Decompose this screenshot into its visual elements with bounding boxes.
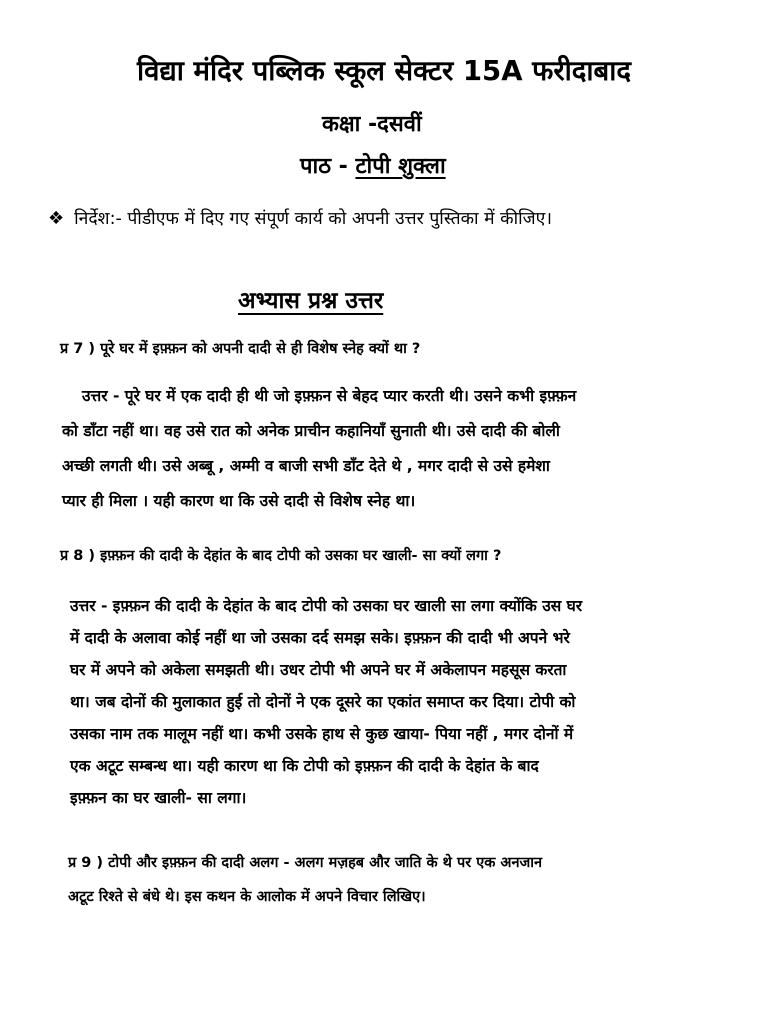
question-8: प्र 8 ) इफ़्फ़न की दादी के देहांत के बाद टोपी को उसका घर खाली- सा क्यों लगा ? (60, 548, 502, 564)
question-7: प्र 7 ) पूरे घर में इफ़्फ़न को अपनी दादी से ही विशेष स्नेह क्यों था ? (60, 341, 421, 357)
class-label: कक्षा -दसवीं (322, 112, 422, 137)
answer-8-line: इफ़्फ़न का घर खाली- सा लगा। (70, 789, 247, 807)
answer-7-line: प्यार ही मिला । यही कारण था कि उसे दादी से विशेष स्नेह था। (62, 492, 416, 510)
answer-8-line: घर में अपने को अकेला समझती थी। उधर टोपी भी अपने घर में अकेलापन महसूस करता (70, 661, 567, 679)
answer-8-line: में दादी के अलावा कोई नहीं था जो उसका दर्द समझ सके। इफ़्फ़न की दादी भी अपने भरे (70, 629, 570, 647)
answer-8-line: था। जब दोनों की मुलाकात हुई तो दोनों ने एक दूसरे का एकांत समाप्त कर दिया। टोपी को (70, 693, 576, 711)
answer-8-line: एक अटूट सम्बन्ध था। यही कारण था कि टोपी को इफ़्फ़न की दादी के देहांत के बाद (70, 757, 539, 775)
lesson-line (300, 150, 446, 180)
lesson-prefix: पाठ - (300, 154, 356, 179)
answer-7-line: उत्तर - पूरे घर में एक दादी ही थी जो इफ़्फ़न से बेहद प्यार करती थी। उसने कभी इफ़्फ़न (82, 387, 577, 405)
answer-7-line: को डाँटा नहीं था। वह उसे रात को अनेक प्राचीन कहानियाँ सुनाती थी। उसे दादी की बोली (62, 422, 560, 440)
section-heading: अभ्यास प्रश्न उत्तर (238, 288, 384, 314)
lesson-name: टोपी शुक्ला (355, 154, 446, 179)
instruction-text: निर्देश:- पीडीएफ में दिए गए संपूर्ण कार्य को अपनी उत्तर पुस्तिका में कीजिए। (74, 209, 552, 229)
answer-7-line: अच्छी लगती थी। उसे अब्बू , अम्मी व बाजी सभी डाँट देते थे , मगर दादी से उसे हमेशा (62, 457, 550, 475)
question-9-line: अटूट रिश्ते से बंधे थे। इस कथन के आलोक में अपने विचार लिखिए। (68, 889, 426, 905)
diamond-bullet-icon: ❖ (48, 207, 65, 229)
answer-8-line: उसका नाम तक मालूम नहीं था। कभी उसके हाथ से कुछ खाया- पिया नहीं , मगर दोनों में (70, 725, 574, 743)
school-title: विद्या मंदिर पब्लिक स्कूल सेक्टर 15A फरीदाबाद (136, 55, 632, 87)
question-9-line: प्र 9 ) टोपी और इफ़्फ़न की दादी अलग - अलग मज़हब और जाति के थे पर एक अनजान (68, 855, 543, 871)
instruction (48, 206, 552, 230)
answer-8-line: उत्तर - इफ़्फ़न की दादी के देहांत के बाद टोपी को उसका घर खाली सा लगा क्योंकि उस घर (70, 597, 583, 615)
